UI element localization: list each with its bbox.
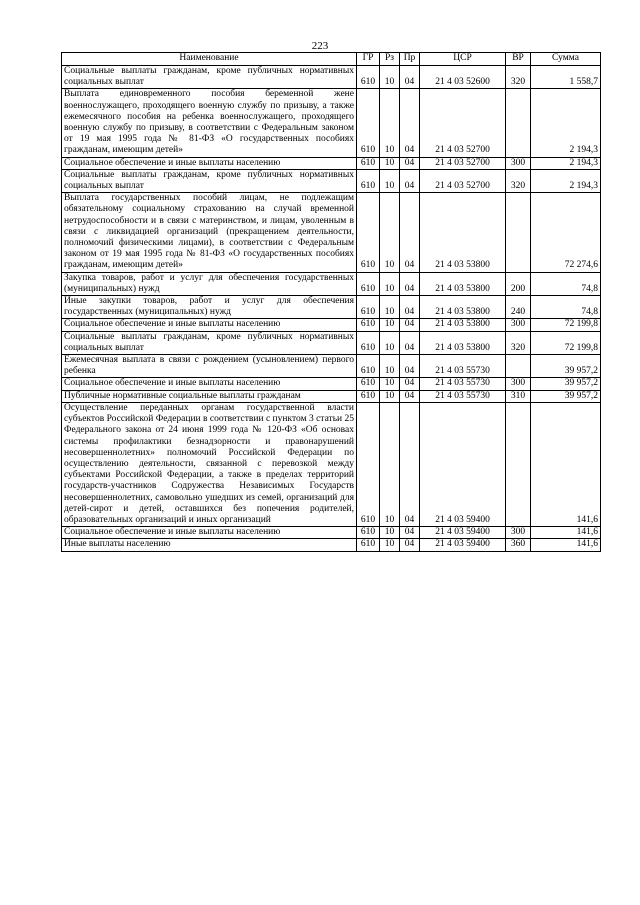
row-name: Социальное обеспечение и иные выплаты населению [62,527,357,539]
row-vr [506,402,531,526]
row-name: Социальное обеспечение и иные выплаты населению [62,378,357,390]
row-rz: 10 [380,296,400,319]
row-rz: 10 [380,66,400,89]
row-sum: 39 957,2 [531,378,601,390]
row-vr [506,355,531,378]
header-name: Наименование [62,53,357,66]
row-vr: 310 [506,390,531,402]
row-sum: 72 199,8 [531,319,601,331]
row-gr: 610 [357,89,380,157]
row-rz: 10 [380,378,400,390]
row-csr: 21 4 03 59400 [420,402,506,526]
row-gr: 610 [357,539,380,551]
row-vr [506,193,531,272]
row-csr: 21 4 03 52700 [420,169,506,192]
row-gr: 610 [357,157,380,169]
header-rz: Рз [380,53,400,66]
row-vr: 360 [506,539,531,551]
row-pr: 04 [400,539,420,551]
table-row [62,272,601,295]
table-header-row [62,53,601,66]
table-row [62,331,601,354]
row-gr: 610 [357,193,380,272]
row-csr: 21 4 03 55730 [420,390,506,402]
row-pr: 04 [400,157,420,169]
row-gr: 610 [357,331,380,354]
row-sum: 72 274,6 [531,193,601,272]
table-row [62,319,601,331]
row-rz: 10 [380,527,400,539]
row-name: Социальные выплаты гражданам, кроме публичных нормативных социальных выплат [62,66,357,89]
row-gr: 610 [357,390,380,402]
row-pr: 04 [400,378,420,390]
row-name: Иные выплаты населению [62,539,357,551]
row-pr: 04 [400,193,420,272]
row-sum: 2 194,3 [531,157,601,169]
row-sum: 2 194,3 [531,169,601,192]
row-csr: 21 4 03 52700 [420,89,506,157]
row-pr: 04 [400,402,420,526]
row-rz: 10 [380,539,400,551]
row-gr: 610 [357,169,380,192]
row-name: Социальные выплаты гражданам, кроме публичных нормативных социальных выплат [62,169,357,192]
row-name: Социальные выплаты гражданам, кроме публичных нормативных социальных выплат [62,331,357,354]
table-row [62,539,601,551]
header-gr: ГР [357,53,380,66]
row-csr: 21 4 03 55730 [420,355,506,378]
row-sum: 2 194,3 [531,89,601,157]
table-row [62,402,601,526]
row-vr: 300 [506,319,531,331]
row-gr: 610 [357,296,380,319]
row-sum: 1 558,7 [531,66,601,89]
table-row [62,527,601,539]
table-row [62,193,601,272]
row-pr: 04 [400,331,420,354]
row-name: Иные закупки товаров, работ и услуг для обеспечения государственных (муниципальных) нужд [62,296,357,319]
row-csr: 21 4 03 59400 [420,539,506,551]
row-gr: 610 [357,378,380,390]
row-rz: 10 [380,331,400,354]
row-csr: 21 4 03 53800 [420,272,506,295]
row-name: Социальное обеспечение и иные выплаты населению [62,319,357,331]
row-pr: 04 [400,272,420,295]
row-pr: 04 [400,355,420,378]
table-row [62,66,601,89]
row-vr: 300 [506,378,531,390]
row-csr: 21 4 03 55730 [420,378,506,390]
row-csr: 21 4 03 53800 [420,331,506,354]
row-sum: 39 957,2 [531,355,601,378]
row-rz: 10 [380,157,400,169]
row-rz: 10 [380,355,400,378]
header-vr: ВР [506,53,531,66]
row-sum: 74,8 [531,272,601,295]
row-pr: 04 [400,527,420,539]
row-name: Выплата государственных пособий лицам, не подлежащим обязательному социальному страхованию на случай временной нетрудоспособности и в связи с материнством, и лицам, уволенным в связи с ликвидацией организаций (прекращением деятельности, полномочий физическими лицами), в соответствии с Федеральным законом от 19 мая 1995 года № 81-ФЗ «О государственных пособиях гражданам, имеющим детей» [62,193,357,272]
row-rz: 10 [380,89,400,157]
row-csr: 21 4 03 53800 [420,296,506,319]
row-sum: 141,6 [531,539,601,551]
row-gr: 610 [357,272,380,295]
row-rz: 10 [380,193,400,272]
table-row [62,296,601,319]
row-vr [506,89,531,157]
row-gr: 610 [357,402,380,526]
row-pr: 04 [400,296,420,319]
table-row [62,89,601,157]
row-vr: 300 [506,527,531,539]
table-row [62,378,601,390]
row-pr: 04 [400,390,420,402]
header-pr: Пр [400,53,420,66]
row-name: Социальное обеспечение и иные выплаты населению [62,157,357,169]
row-pr: 04 [400,169,420,192]
row-sum: 141,6 [531,527,601,539]
row-gr: 610 [357,527,380,539]
header-csr: ЦСР [420,53,506,66]
row-sum: 141,6 [531,402,601,526]
row-pr: 04 [400,89,420,157]
row-vr: 240 [506,296,531,319]
row-rz: 10 [380,169,400,192]
header-sum: Сумма [531,53,601,66]
row-name: Осуществление переданных органам государственной власти субъектов Российской Федерации в соответствии с пунктом 3 статьи 25 Федерального закона от 24 июня 1999 года № 120-ФЗ «Об основах системы профилактики безнадзорности и правонарушений несовершеннолетних» полномочий Российской Федерации по осуществлению деятельности, связанной с перевозкой между субъектами Российской Федерации, а также в пределах территорий государств-участников Содружества Независимых Государств несовершеннолетних, самовольно ушедших из семей, организаций для детей-сирот и детей, оставшихся без попечения родителей, образовательных организаций и иных организаций [62,402,357,526]
row-csr: 21 4 03 52600 [420,66,506,89]
row-name: Публичные нормативные социальные выплаты гражданам [62,390,357,402]
table-row [62,169,601,192]
row-name: Ежемесячная выплата в связи с рождением (усыновлением) первого ребенка [62,355,357,378]
row-gr: 610 [357,319,380,331]
row-rz: 10 [380,319,400,331]
budget-table [61,52,601,552]
row-vr: 320 [506,331,531,354]
row-csr: 21 4 03 53800 [420,193,506,272]
row-pr: 04 [400,66,420,89]
table-row [62,390,601,402]
row-sum: 39 957,2 [531,390,601,402]
row-rz: 10 [380,390,400,402]
row-csr: 21 4 03 53800 [420,319,506,331]
row-vr: 320 [506,169,531,192]
page-number: 223 [311,40,329,52]
row-sum: 72 199,8 [531,331,601,354]
row-vr: 300 [506,157,531,169]
row-pr: 04 [400,319,420,331]
row-sum: 74,8 [531,296,601,319]
row-gr: 610 [357,66,380,89]
row-csr: 21 4 03 52700 [420,157,506,169]
row-vr: 320 [506,66,531,89]
row-gr: 610 [357,355,380,378]
table-row [62,355,601,378]
table-row [62,157,601,169]
row-vr: 200 [506,272,531,295]
row-name: Выплата единовременного пособия беременной жене военнослужащего, проходящего военную службу по призыву, а также ежемесячного пособия на ребенка военнослужащего, проходящего военную службу по призыву, в соответствии с Федеральным законом от 19 мая 1995 года № 81-ФЗ «О государственных пособиях гражданам, имеющим детей» [62,89,357,157]
row-name: Закупка товаров, работ и услуг для обеспечения государственных (муниципальных) нужд [62,272,357,295]
row-rz: 10 [380,402,400,526]
row-csr: 21 4 03 59400 [420,527,506,539]
row-rz: 10 [380,272,400,295]
